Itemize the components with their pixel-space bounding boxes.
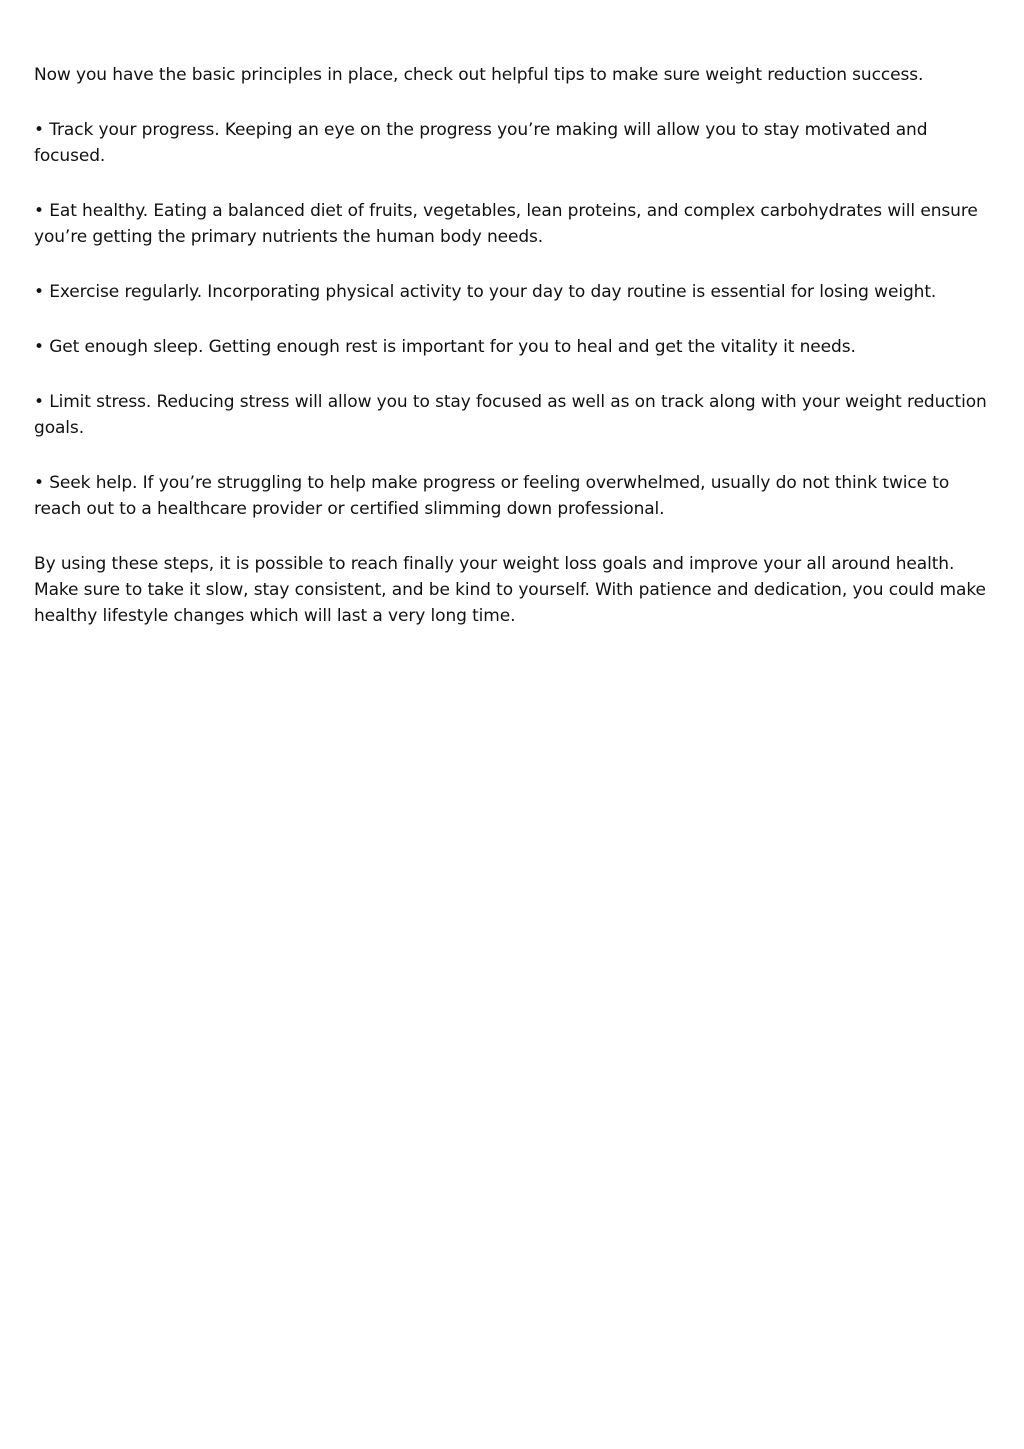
tip-exercise-regularly: • Exercise regularly. Incorporating physical activity to your day to day routine is essential for losing weight. <box>34 282 937 302</box>
tip-limit-stress: • Limit stress. Reducing stress will allow you to stay focused as well as on track along with your weight reduction goals. <box>34 392 987 438</box>
document-page <box>34 62 992 658</box>
tip-seek-help: • Seek help. If you’re struggling to help make progress or feeling overwhelmed, usually do not think twice to reach out to a healthcare provider or certified slimming down professional. <box>34 473 950 519</box>
conclusion-paragraph: By using these steps, it is possible to reach finally your weight loss goals and improve your all around health. Make sure to take it slow, stay consistent, and be kind to yourself. With patience and dedication, you could make healthy lifestyle changes which will last a very long time. <box>34 554 986 626</box>
tip-track-progress: • Track your progress. Keeping an eye on the progress you’re making will allow you to stay motivated and focused. <box>34 120 928 166</box>
tip-eat-healthy: • Eat healthy. Eating a balanced diet of fruits, vegetables, lean proteins, and complex carbohydrates will ensure you’re getting the primary nutrients the human body needs. <box>34 201 978 247</box>
tip-get-enough-sleep: • Get enough sleep. Getting enough rest is important for you to heal and get the vitality it needs. <box>34 337 856 357</box>
intro-paragraph: Now you have the basic principles in place, check out helpful tips to make sure weight reduction success. <box>34 65 924 85</box>
